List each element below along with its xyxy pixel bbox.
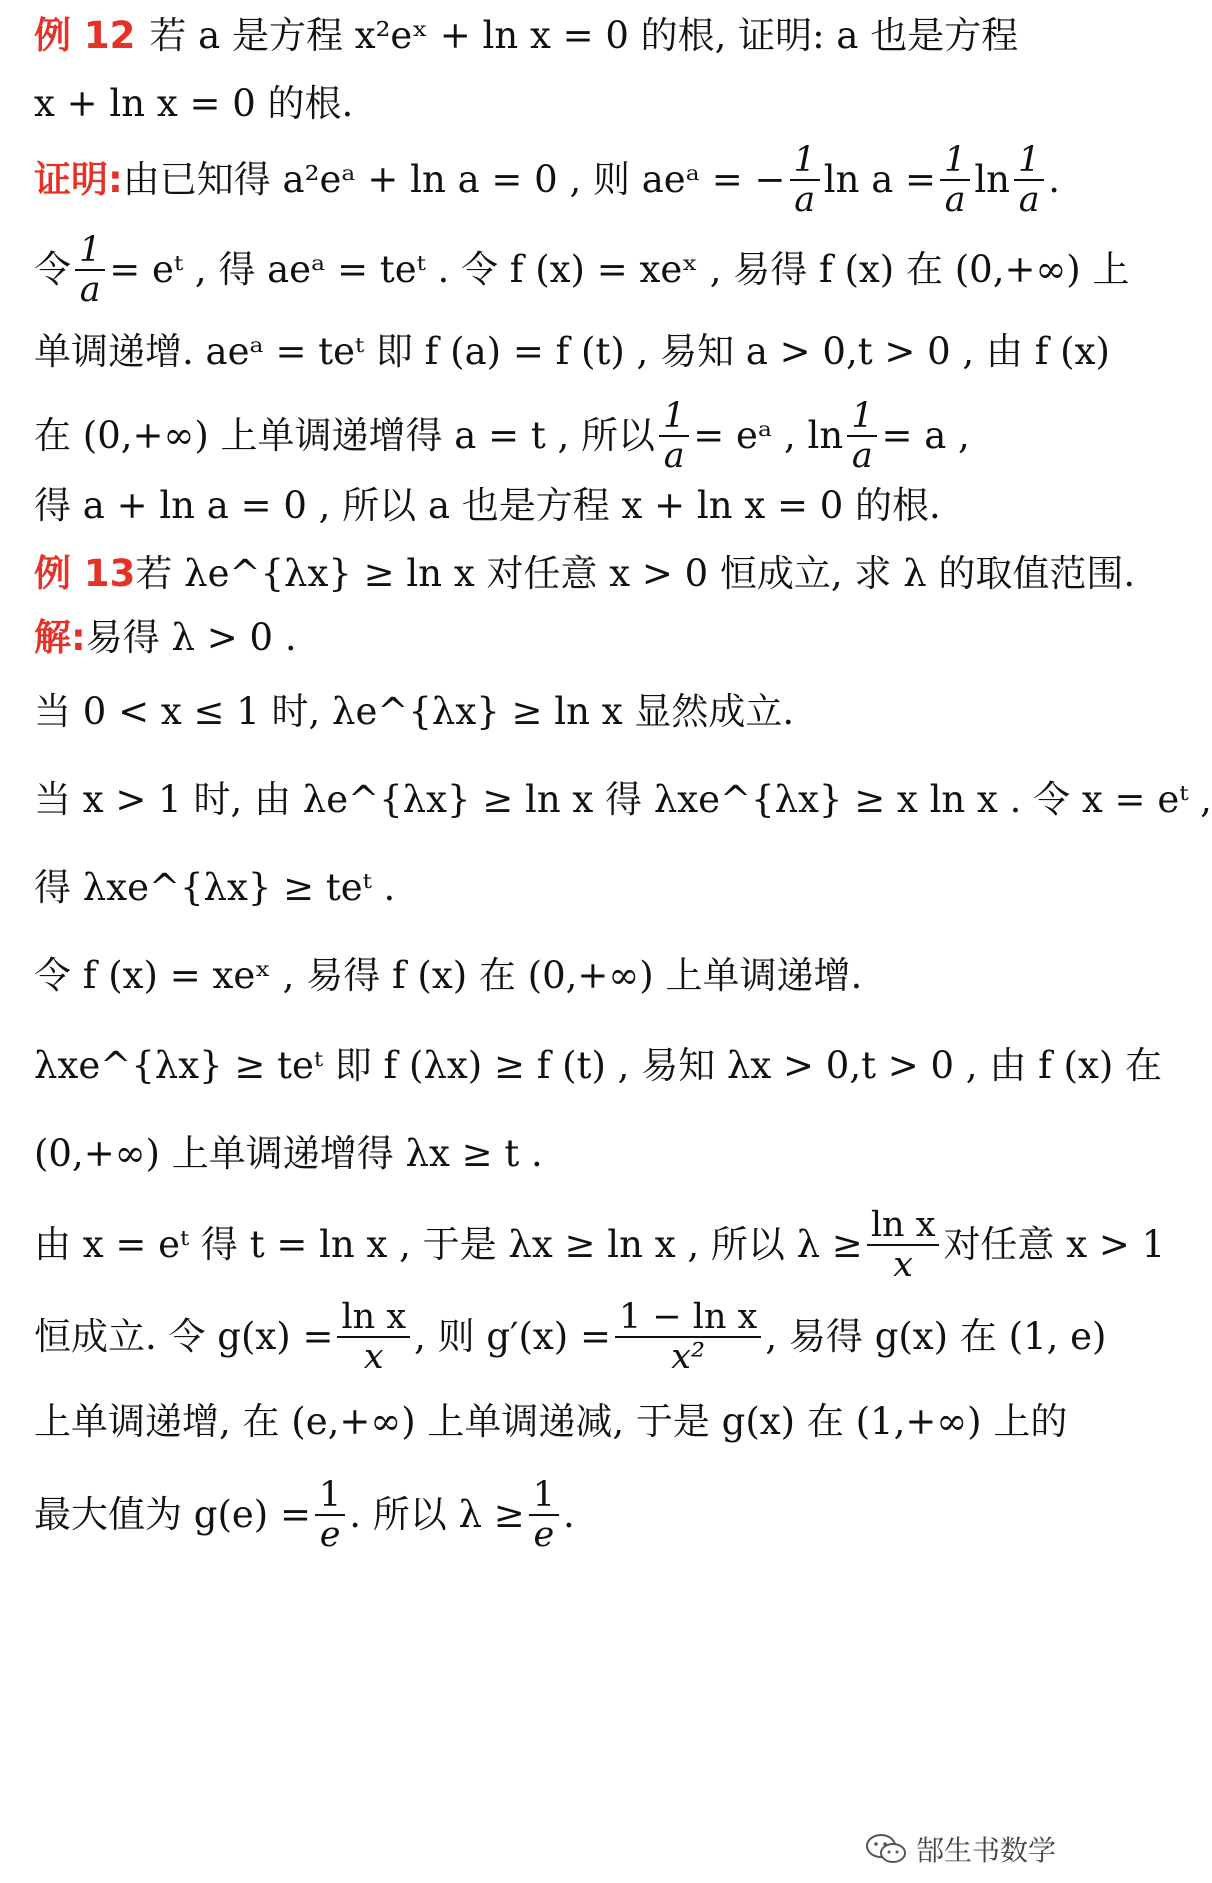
frac-num: ln x	[337, 1298, 410, 1339]
ex13-line-1	[34, 552, 1136, 596]
ex13-line4-text: 当 x > 1 时, 由 λe^{λx} ≥ ln x 得 λxe^{λx} ≥ x ln x . 令 x = eᵗ ,	[34, 778, 1212, 821]
fraction-1-over-a	[940, 141, 970, 220]
fraction-1-over-e	[315, 1476, 345, 1555]
frac-den: e	[533, 1515, 555, 1555]
ex13-line5-text: 得 λxe^{λx} ≥ teᵗ .	[34, 866, 396, 909]
frac-num: 1	[847, 397, 877, 438]
fraction-1-over-a	[790, 141, 820, 220]
fraction-1-over-a	[1014, 141, 1044, 220]
ex13-label: 例 13	[34, 552, 136, 595]
ex13-line12-a: 最大值为 g(e) =	[34, 1493, 311, 1536]
ex13-line-12	[34, 1470, 1050, 1560]
ex13-line-6	[34, 954, 1050, 998]
ex12-line5-text: 单调递增. aeᵃ = teᵗ 即 f (a) = f (t) , 易知 a > 0,t > 0 , 由 f (x)	[34, 330, 1110, 373]
ex13-line12-c: .	[563, 1493, 575, 1536]
ex12-line4-rest: = eᵗ , 得 aeᵃ = teᵗ . 令 f (x) = xeˣ , 易得 f (x) 在 (0,+∞) 上	[109, 248, 1130, 291]
frac-num: 1	[529, 1476, 559, 1517]
ex13-line9-a: 由 x = eᵗ 得 t = ln x , 于是 λx ≥ ln x , 所以 λ ≥	[34, 1223, 863, 1266]
wechat-icon	[864, 1832, 908, 1866]
ex12-proof-c: ln	[974, 158, 1010, 201]
frac-den: e	[319, 1515, 341, 1555]
ex13-line-4	[34, 778, 1212, 822]
frac-num: 1	[659, 397, 689, 438]
ex12-proof-b: ln a =	[823, 158, 937, 201]
watermark-text: 郜生书数学	[915, 1834, 1056, 1867]
ex12-line6-c: = a ,	[881, 414, 970, 457]
frac-den: x	[893, 1245, 913, 1285]
ex12-line-4	[34, 229, 1130, 310]
fraction-1-over-a	[75, 231, 105, 310]
ex13-line-11	[34, 1400, 1068, 1444]
ex12-line-6	[34, 396, 1050, 476]
fraction-lnx-over-x	[867, 1206, 940, 1285]
frac-den: a	[851, 436, 873, 476]
ex12-statement-cont: x + ln x = 0 的根.	[34, 82, 354, 125]
ex12-line-1	[34, 14, 1050, 58]
ex12-line6-b: = eᵃ , ln	[693, 414, 844, 457]
ex12-line7-text: 得 a + ln a = 0 , 所以 a 也是方程 x + ln x = 0 的根.	[34, 484, 941, 527]
ex13-line-8	[34, 1132, 1050, 1176]
ex13-line8-text: (0,+∞) 上单调递增得 λx ≥ t .	[34, 1132, 543, 1175]
ex13-line-5	[34, 866, 1050, 910]
frac-den: a	[79, 270, 101, 310]
ex13-statement: 若 λe^{λx} ≥ ln x 对任意 x > 0 恒成立, 求 λ 的取值范围.	[135, 552, 1136, 595]
ex13-line10-c: , 易得 g(x) 在 (1, e)	[765, 1315, 1107, 1358]
ex12-line6-a: 在 (0,+∞) 上单调递增得 a = t , 所以	[34, 414, 656, 457]
ex12-line-5	[34, 330, 1110, 374]
solution-label: 解:	[34, 616, 86, 659]
ex13-line-9	[34, 1200, 1166, 1290]
ex13-line-3	[34, 690, 1050, 734]
ex13-line-2	[34, 616, 1050, 660]
fraction-1-over-a	[659, 397, 689, 476]
frac-den: x²	[671, 1337, 706, 1377]
frac-den: a	[663, 436, 685, 476]
proof-label: 证明:	[34, 158, 123, 201]
frac-den: a	[794, 180, 816, 220]
frac-num: 1	[1014, 141, 1044, 182]
frac-num: 1	[940, 141, 970, 182]
ex12-label: 例 12	[34, 14, 136, 57]
fraction-lnx-over-x	[337, 1298, 410, 1377]
ex13-line3-text: 当 0 < x ≤ 1 时, λe^{λx} ≥ ln x 显然成立.	[34, 690, 795, 733]
fraction-derivative	[615, 1298, 761, 1377]
ex12-line-3	[34, 139, 1061, 220]
ex12-statement: 若 a 是方程 x²eˣ + ln x = 0 的根, 证明: a 也是方程	[149, 14, 1019, 57]
ex13-line9-b: 对任意 x > 1	[943, 1223, 1166, 1266]
frac-num: 1	[315, 1476, 345, 1517]
frac-num: 1	[790, 141, 820, 182]
ex13-line7-text: λxe^{λx} ≥ teᵗ 即 f (λx) ≥ f (t) , 易知 λx > 0,t > 0 , 由 f (x) 在	[34, 1044, 1163, 1087]
ex12-line-7	[34, 484, 1050, 528]
ex13-line10-b: , 则 g′(x) =	[414, 1315, 611, 1358]
ex13-line12-b: . 所以 λ ≥	[349, 1493, 525, 1536]
ex12-line-2	[34, 82, 1050, 126]
fraction-1-over-a	[847, 397, 877, 476]
frac-num: ln x	[867, 1206, 940, 1247]
frac-num: 1 − ln x	[615, 1298, 761, 1339]
ex12-proof-a: 由已知得 a²eᵃ + ln a = 0 , 则 aeᵃ = −	[122, 158, 786, 201]
ex13-line6-text: 令 f (x) = xeˣ , 易得 f (x) 在 (0,+∞) 上单调递增.	[34, 954, 863, 997]
watermark	[858, 1827, 1062, 1871]
ex13-line11-text: 上单调递增, 在 (e,+∞) 上单调递减, 于是 g(x) 在 (1,+∞) 上的	[34, 1400, 1068, 1443]
frac-den: a	[1018, 180, 1040, 220]
fraction-1-over-e	[529, 1476, 559, 1555]
ex13-line-10	[34, 1292, 1107, 1382]
frac-den: x	[363, 1337, 384, 1377]
frac-den: a	[944, 180, 966, 220]
ex13-line10-a: 恒成立. 令 g(x) =	[34, 1315, 334, 1358]
ex13-line-7	[34, 1044, 1163, 1088]
ex12-proof-d: .	[1048, 158, 1061, 201]
ex12-let: 令	[34, 248, 71, 291]
ex13-line2-text: 易得 λ > 0 .	[85, 616, 297, 659]
frac-num: 1	[75, 231, 105, 272]
